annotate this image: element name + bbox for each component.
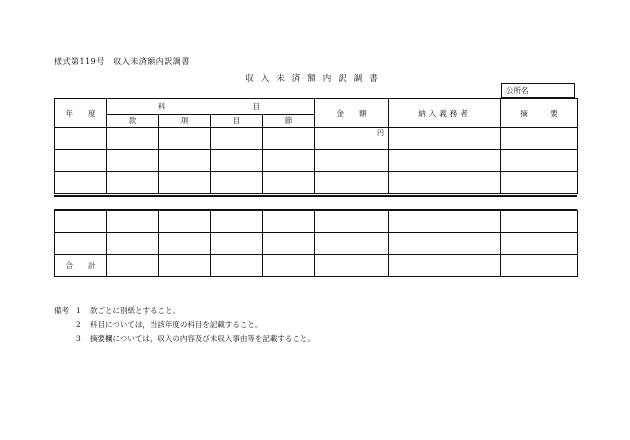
- cell[interactable]: [263, 255, 315, 277]
- cell[interactable]: [263, 150, 315, 172]
- cell[interactable]: [55, 233, 107, 255]
- total-label: 合 計: [55, 255, 107, 277]
- cell[interactable]: [263, 128, 315, 150]
- cell[interactable]: [315, 150, 389, 172]
- cell[interactable]: [263, 172, 315, 194]
- cell[interactable]: [389, 128, 501, 150]
- cell[interactable]: [211, 150, 263, 172]
- continuation-line-top: [54, 195, 577, 197]
- header-kan: 款: [107, 114, 159, 127]
- table-row: [55, 150, 578, 172]
- header-kou: 項: [159, 114, 211, 127]
- cell[interactable]: [211, 128, 263, 150]
- cell[interactable]: [55, 150, 107, 172]
- cell[interactable]: [159, 233, 211, 255]
- cell[interactable]: [501, 128, 578, 150]
- cell[interactable]: [263, 211, 315, 233]
- detail-table-upper: [54, 98, 578, 194]
- cell[interactable]: [501, 233, 578, 255]
- cell[interactable]: [315, 233, 389, 255]
- notes: [54, 304, 315, 346]
- form-id: 様式第119号 収入未済額内訳調書: [54, 57, 190, 66]
- cell[interactable]: [501, 211, 578, 233]
- table-row: [55, 172, 578, 194]
- cell[interactable]: [159, 150, 211, 172]
- cell[interactable]: [211, 211, 263, 233]
- note-text: 款ごとに別紙とすること。: [90, 306, 180, 315]
- cell[interactable]: [159, 128, 211, 150]
- header-remarks: 摘 要: [501, 99, 578, 128]
- header-subject: 科 目: [107, 99, 315, 115]
- header-fiscal-year: 年 度: [55, 99, 107, 128]
- cell[interactable]: [107, 233, 159, 255]
- cell[interactable]: [107, 255, 159, 277]
- table-row: [55, 211, 578, 233]
- cell[interactable]: [315, 255, 389, 277]
- notes-label: 備考: [54, 306, 69, 315]
- cell[interactable]: [389, 211, 501, 233]
- note-text: 摘要欄については，収入の内容及び未収入事由等を記載すること。: [90, 334, 315, 343]
- document-title: 収入未済額内訳調書: [245, 74, 385, 84]
- header-setsu: 節: [263, 114, 315, 127]
- cell[interactable]: [501, 255, 578, 277]
- header-obligor: 納入義務者: [389, 99, 501, 128]
- cell[interactable]: [107, 150, 159, 172]
- cell[interactable]: [389, 150, 501, 172]
- table-row: [55, 233, 578, 255]
- office-name-label: 公所名: [506, 86, 529, 95]
- cell[interactable]: [263, 233, 315, 255]
- cell[interactable]: [107, 172, 159, 194]
- cell[interactable]: [389, 255, 501, 277]
- cell[interactable]: [501, 172, 578, 194]
- yen-unit: 円: [315, 128, 389, 150]
- cell[interactable]: [315, 172, 389, 194]
- total-row: [55, 255, 578, 277]
- cell[interactable]: [55, 128, 107, 150]
- cell[interactable]: [159, 211, 211, 233]
- office-name-box: [501, 83, 575, 98]
- note-number: 1: [76, 306, 81, 315]
- note-number: 2: [76, 320, 81, 329]
- header-moku: 目: [211, 114, 263, 127]
- cell[interactable]: [55, 172, 107, 194]
- note-number: 3: [76, 334, 81, 343]
- note-item: [54, 332, 315, 346]
- note-item: [54, 318, 315, 332]
- cell[interactable]: [315, 211, 389, 233]
- cell[interactable]: [55, 211, 107, 233]
- cell[interactable]: [159, 255, 211, 277]
- cell[interactable]: [501, 150, 578, 172]
- cell[interactable]: [389, 233, 501, 255]
- cell[interactable]: [389, 172, 501, 194]
- note-text: 科目については，当該年度の科目を記載すること。: [90, 320, 263, 329]
- header-amount: 金 額: [315, 99, 389, 128]
- cell[interactable]: [211, 172, 263, 194]
- cell[interactable]: [107, 128, 159, 150]
- cell[interactable]: [107, 211, 159, 233]
- cell[interactable]: [159, 172, 211, 194]
- note-item: [54, 304, 315, 318]
- cell[interactable]: [211, 255, 263, 277]
- table-row: [55, 128, 578, 150]
- cell[interactable]: [211, 233, 263, 255]
- detail-table-lower: [54, 210, 578, 277]
